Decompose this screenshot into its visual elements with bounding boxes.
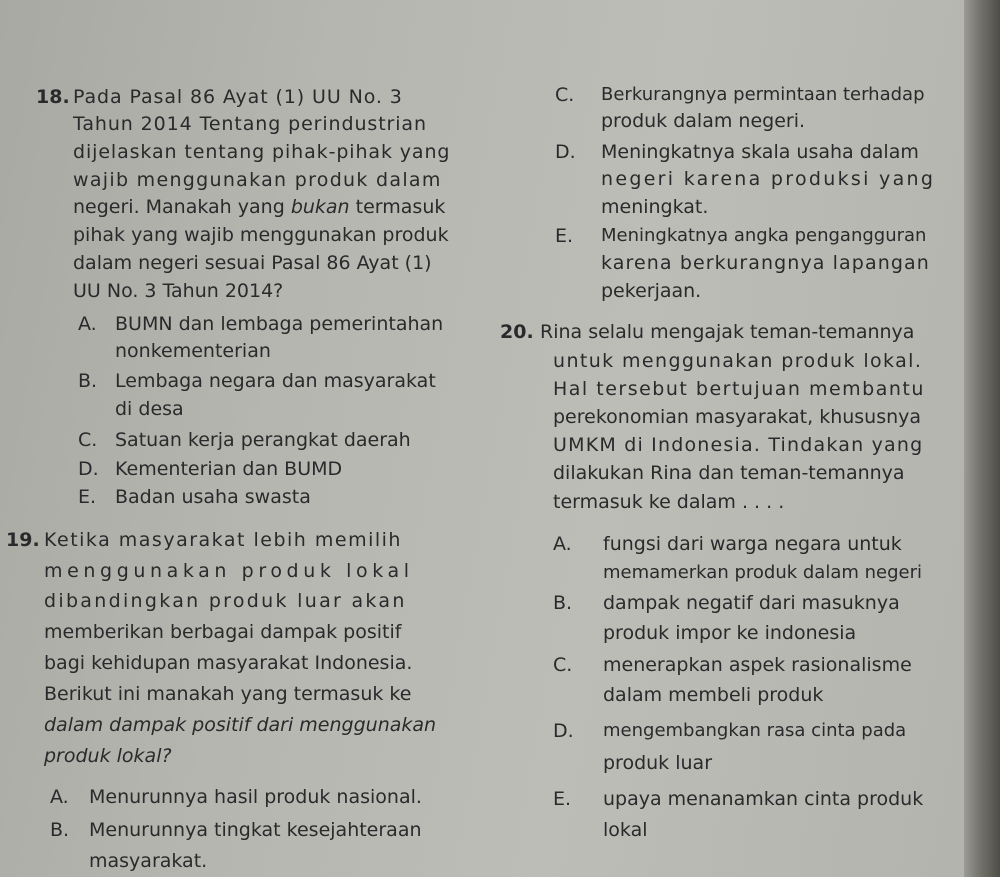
option-text: Menurunnya hasil produk nasional. [89,786,422,808]
option-text: fungsi dari warga negara untuk [603,533,902,555]
question-text-line: dibandingkan produk luar akan [44,590,407,612]
option-letter: B. [553,592,573,614]
question-text-line: dalam dampak positif dari menggunakan [44,714,437,736]
question-text-line: dalam negeri sesuai Pasal 86 Ayat (1) [73,252,432,274]
option-letter: E. [553,788,572,810]
option-letter: B. [78,370,98,392]
option-letter: E. [555,225,574,247]
question-text-line: perekonomian masyarakat, khususnya [553,406,922,428]
question-text-line: wajib menggunakan produk dalam [73,169,442,191]
option-letter: A. [553,533,572,555]
option-text: menerapkan aspek rasionalisme [603,654,912,676]
question-text-line: Rina selalu mengajak teman-temannya [540,321,915,343]
option-text: di desa [115,398,184,420]
option-text: Berkurangnya permintaan terhadap [601,84,925,105]
option-letter: E. [78,486,97,508]
emphasis-word: bukan [290,196,350,218]
option-text: meningkat. [601,196,709,218]
question-number: 20. [500,321,534,343]
option-text: Meningkatnya angka pengangguran [601,225,927,246]
option-text: Lembaga negara dan masyarakat [115,370,436,392]
question-text-line: Pada Pasal 86 Ayat (1) UU No. 3 [73,86,403,108]
option-text: masyarakat. [89,850,208,872]
option-text: mengembangkan rasa cinta pada [603,720,907,741]
option-text: Meningkatnya skala usaha dalam [601,141,919,163]
option-letter: D. [78,458,99,480]
question-text-line: Ketika masyarakat lebih memilih [44,529,402,551]
option-text: Menurunnya tingkat kesejahteraan [89,819,422,841]
option-text: dalam membeli produk [603,684,824,706]
option-text: pekerjaan. [601,280,702,302]
option-text: negeri karena produksi yang [601,168,936,190]
option-text: Kementerian dan BUMD [115,458,343,480]
question-text-line: Tahun 2014 Tentang perindustrian [73,113,427,135]
option-text: BUMN dan lembaga pemerintahan [115,313,444,335]
question-text-line: termasuk ke dalam . . . . [553,491,785,513]
option-text: lokal [603,819,648,841]
question-text-line: Berikut ini manakah yang termasuk ke [44,683,412,705]
option-letter: A. [78,313,97,335]
option-letter: D. [553,720,574,742]
option-letter: A. [50,786,69,808]
question-number: 19. [6,529,40,551]
option-text: nonkementerian [115,340,271,362]
option-letter: C. [553,654,573,676]
option-text: Satuan kerja perangkat daerah [115,429,411,451]
question-text-line: dilakukan Rina dan teman-temannya [553,462,905,484]
option-letter: D. [555,141,576,163]
question-text-line: memberikan berbagai dampak positif [44,621,402,643]
question-text-line: produk lokal? [44,745,172,767]
question-text-line: bagi kehidupan masyarakat Indonesia. [44,652,413,674]
option-text: Badan usaha swasta [115,486,311,508]
option-text: dampak negatif dari masuknya [603,592,900,614]
question-text-line: UMKM di Indonesia. Tindakan yang [553,434,924,456]
option-text: karena berkurangnya lapangan [601,252,930,274]
question-text-line: Hal tersebut bertujuan membantu [553,378,925,400]
question-text-line: menggunakan produk lokal [44,560,414,582]
option-text: produk impor ke indonesia [603,622,857,644]
option-text: produk dalam negeri. [601,110,806,132]
question-text-line: pihak yang wajib menggunakan produk [73,224,449,246]
page-edge-shadow [964,0,1000,877]
question-number: 18. [36,86,70,108]
question-text-line: untuk menggunakan produk lokal. [553,350,923,372]
question-text-line: dijelaskan tentang pihak-pihak yang [73,141,451,163]
option-text: produk luar [603,752,712,774]
option-letter: C. [555,84,575,106]
question-text-line: negeri. Manakah yang bukan termasuk [73,196,446,218]
option-text: memamerkan produk dalam negeri [603,562,922,583]
option-letter: C. [78,429,98,451]
question-text-line: UU No. 3 Tahun 2014? [73,280,284,302]
option-text: upaya menanamkan cinta produk [603,788,924,810]
option-letter: B. [50,819,70,841]
